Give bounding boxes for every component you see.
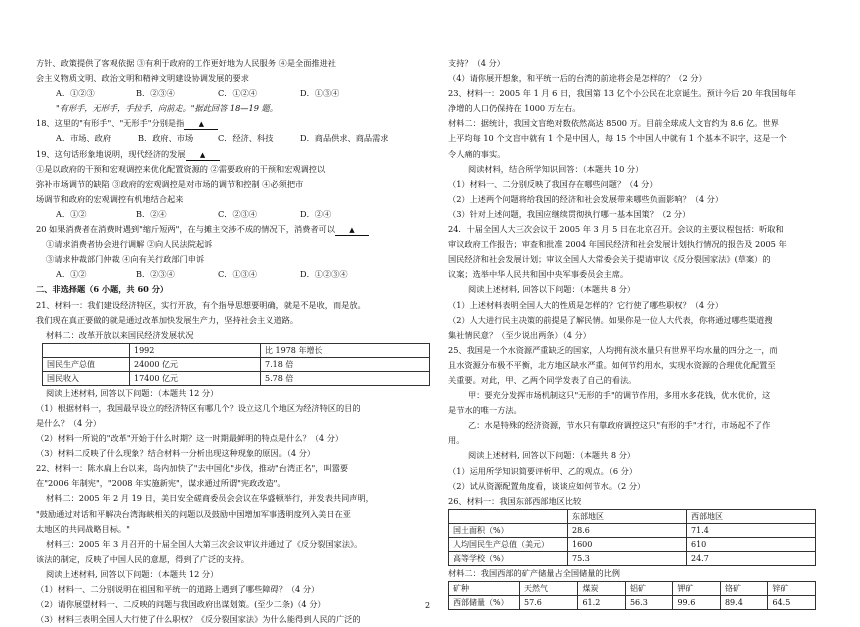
text-line: 材料二：2005 年 2 月 19 日，美日安全磋商委员会会议在华盛顿举行，并发表共同声明， xyxy=(46,493,374,504)
text-line: ③请求仲裁部门仲裁 ④向有关行政部门申诉 xyxy=(46,254,205,265)
economy-table xyxy=(42,343,430,386)
table-cell: 国土面积（%） xyxy=(449,523,568,537)
text-line: （2）材料一所说的"改革"开始于什么时期？这一时期最鲜明的特点是什么？（4 分） xyxy=(36,433,344,444)
text-line: 令人痛的事实。 xyxy=(448,148,506,159)
text-line: 甲：要充分发挥市场机制这只"无形的手"的调节作用，多用水多花钱，优水优价，这 xyxy=(468,390,771,401)
q20-text: 20 如果消费者在消费时遇到"缩斤短两"，在与摊主交涉不成的情况下，消费者可以 xyxy=(36,224,335,235)
text-line: 国民经济和社会发展计划；审议全国人大常委会关于提请审议《反分裂国家法》(草案）的 xyxy=(448,254,771,265)
table-cell: 24000 亿元 xyxy=(130,357,261,371)
table-cell: 1600 xyxy=(568,537,687,551)
table-cell: 铬矿 xyxy=(720,581,768,595)
option: B．②③④ xyxy=(136,269,175,280)
table-cell: 57.6 xyxy=(520,595,578,609)
table-cell: 锌矿 xyxy=(768,581,816,595)
text-line: 上平均每 10 个文盲中就有 1 个是中国人，每 15 个中国人中就有 1 个基本不识字，这是一个 xyxy=(448,133,787,144)
text-line: 在"2006 年制宪"，"2008 年实施新宪"，谋求通过所谓"宪政改造"。 xyxy=(36,478,286,489)
text-line: 材料二：改革开放以来国民经济发展状况 xyxy=(46,329,194,340)
text-line: （2）请你展望材料一、二反映的问题与我国政府出谋划策。(至少二条)（4 分） xyxy=(36,599,326,610)
text-line: 是节水的唯一方法。 xyxy=(448,405,522,416)
text-line: 议案；选举中华人民共和国中央军事委员会主席。 xyxy=(448,269,629,280)
page-number: 2 xyxy=(425,601,431,610)
q19-options xyxy=(36,207,434,222)
text-line: 21、材料一：我们建设经济特区，实行开放，有个指导思想要明确，就是不是收，而是放。 xyxy=(36,299,366,310)
q20-stem xyxy=(36,222,434,237)
table-cell: 国民收入 xyxy=(43,371,130,385)
option: A．①② xyxy=(56,208,87,219)
text-line: 太地区的共同战略目标。" xyxy=(36,523,130,534)
q19-stem xyxy=(36,147,434,162)
text-line: 23、材料一：2005 年 1 月 6 日，我国第 13 亿个小公民在北京诞生。预计今后 20 年我国每年 xyxy=(448,88,796,99)
table-cell: 56.3 xyxy=(625,595,673,609)
table-row xyxy=(449,537,816,551)
table-cell: 矿种 xyxy=(449,581,520,595)
table-cell: 钾矿 xyxy=(673,581,721,595)
text-line: （3）材料三表明全国人大行使了什么职权？《反分裂国家法》为什么能得到人民的广泛的 xyxy=(36,614,361,625)
table-row xyxy=(43,357,430,371)
table-cell xyxy=(449,509,568,523)
text-line: 方针、政策提供了客观依据 ③有利于政府的工作更好地为人民服务 ④是全面推进社 xyxy=(36,58,336,68)
text-line: 我们现在真正要做的就是通过改革加快发展生产力，坚持社会主义道路。 xyxy=(36,314,299,325)
text-line: 阅读上述材料, 回答以下问题：（本题共 12 分） xyxy=(46,387,219,398)
text-line: ①请求消费者协会进行调解 ②向人民法院起诉 xyxy=(46,239,213,250)
text-line: （2）试从资源配置角度看，谈谈应如何节水。（2 分） xyxy=(448,480,646,491)
q18-text: 18、这里的"有形手"、"无形手"分别是指 xyxy=(36,118,185,129)
table-row xyxy=(449,551,816,565)
text-line: 且水资源分布极不平衡，北方地区缺水严重。如何节约用水，实现水资源的合理优化配置至 xyxy=(448,359,776,370)
table-cell: 64.5 xyxy=(768,595,816,609)
table-cell xyxy=(43,343,130,357)
option: C．经济、科技 xyxy=(218,133,274,144)
table-row xyxy=(43,343,430,357)
text-line: （1）材料一、二分别说明在祖国和平统一的道路上遇到了哪些障碍？（4 分） xyxy=(36,584,320,594)
table-row xyxy=(449,595,816,609)
answer-blank: ▲ xyxy=(335,225,369,236)
text-line: （1）上述材料表明全国人大的性质是怎样的？它行使了哪些职权？（4 分） xyxy=(448,299,724,310)
table-cell: 17400 亿元 xyxy=(130,371,261,385)
right-column xyxy=(448,56,838,610)
q18-stem xyxy=(36,116,434,131)
text-line: （2）上述两个问题将给我国的经济和社会发展带来哪些负面影响？（4 分） xyxy=(448,193,724,204)
mineral-table xyxy=(448,581,816,610)
table-cell: 高等学校（%） xyxy=(449,551,568,565)
table-cell: 西部地区 xyxy=(687,509,816,523)
table-cell: 99.6 xyxy=(673,595,721,609)
table-row xyxy=(449,581,816,595)
left-column xyxy=(36,56,434,627)
table-cell: 7.18 倍 xyxy=(261,357,430,371)
option: D．①②③④ xyxy=(300,269,348,280)
table-row xyxy=(43,371,430,385)
text-line: 支持？（4 分） xyxy=(448,58,505,68)
text-line: 阅读上述材料, 回答以下问题：（本题共 8 分） xyxy=(468,450,636,461)
q18-options xyxy=(36,131,434,146)
table-cell: 75.3 xyxy=(568,551,687,565)
text-line: 该法的制定，反映了中国人民的意愿，得到了广泛的支持。 xyxy=(36,553,249,564)
text-line: （1）运用所学知识简要评析甲、乙的观点。（6 分） xyxy=(448,465,638,476)
text-line: （4）请你展开想象，和平统一后的台湾的前途将会是怎样的？（2 分） xyxy=(448,73,707,84)
table-row xyxy=(449,509,816,523)
table-cell: 国民生产总值 xyxy=(43,357,130,371)
option: A．①② xyxy=(56,269,87,280)
text-line: （1）材料一、二分别反映了我国存在哪些问题？（4 分） xyxy=(448,178,658,189)
text-line: 材料二：据统计，我国文盲绝对数依然高达 8500 万。目前全球成人文盲约为 8.6 亿。世界 xyxy=(448,118,779,129)
table-cell: 西部储量（%） xyxy=(449,595,520,609)
table-cell: 铝矿 xyxy=(625,581,673,595)
text-line: 是什么？（4 分） xyxy=(36,417,102,428)
option: D．①③④ xyxy=(300,88,340,99)
text-line: 25、我国是一个水资源严重缺乏的国家，人均拥有淡水量只有世界平均水量的四分之一，而 xyxy=(448,344,778,355)
text-line: "鼓励通过对话和平解决台湾海峡相关的问题以及鼓励中国增加军事透明度列入美日在亚 xyxy=(36,508,351,519)
quote-line: "有形手，无形手，手拉手，向前走。"据此回答 18—19 题。 xyxy=(56,103,278,114)
option: C．①③④ xyxy=(218,269,258,280)
text-line: （1）根据材料一，我国最早设立的经济特区有哪几个？设立这几个地区为经济特区的目的 xyxy=(36,402,361,413)
q17-options xyxy=(36,86,434,101)
table-cell: 天然气 xyxy=(520,581,578,595)
answer-blank: ▲ xyxy=(186,150,220,161)
table-cell: 东部地区 xyxy=(568,509,687,523)
text-line: 材料三：2005 年 3 月召开的十届全国人大第三次会议审议并通过了《反分裂国家法》。 xyxy=(46,538,363,549)
table-cell: 煤炭 xyxy=(578,581,626,595)
text-line: 材料二：我国西部的矿产储量占全国储量的比例 xyxy=(448,567,620,578)
text-line: 22、材料一：陈水扁上台以来，岛内加快了"去中国化"步伐，推动"台湾正名"，叫嚣要 xyxy=(36,463,349,474)
q20-options xyxy=(36,267,434,282)
text-line: 阅读材料，结合所学知识回答：（本题共 10 分） xyxy=(468,163,644,174)
table-cell: 比 1978 年增长 xyxy=(261,343,430,357)
answer-blank: ▲ xyxy=(184,119,218,130)
table-cell: 61.2 xyxy=(578,595,626,609)
section-heading: 二、非选择题（6 小题，共 60 分） xyxy=(36,284,169,295)
text-line: 乙：水是特殊的经济资源，节水只有靠政府调控这只"有形的手"才行，市场起不了作 xyxy=(468,420,771,431)
text-line: 场调节和政府的宏观调控有机地结合起来 xyxy=(36,193,184,204)
table-cell: 1992 xyxy=(130,343,261,357)
text-line: 阅读上述材料, 回答以下问题：（本题共 12 分） xyxy=(46,568,219,579)
text-line: 关重要。对此，甲、乙两个同学发表了自己的看法。 xyxy=(448,374,637,385)
east-west-table xyxy=(448,509,816,566)
text-line: ①是以政府的干预和宏观调控来优化配置资源的 ②需要政府的干预和宏观调控以 xyxy=(36,163,326,174)
text-line: 审议政府工作报告；审查和批准 2004 年国民经济和社会发展计划执行情况的报告及 2005 年 xyxy=(448,239,787,250)
text-line: 会主义物质文明、政治文明和精神文明建设协调发展的要求 xyxy=(36,73,249,84)
text-line: 24．十届全国人大三次会议于 2005 年 3 月 5 日在北京召开。会议的主要议程包括：听取和 xyxy=(448,224,784,235)
table-cell: 610 xyxy=(687,537,816,551)
table-row xyxy=(449,523,816,537)
table-cell: 24.7 xyxy=(687,551,816,565)
table-cell: 71.4 xyxy=(687,523,816,537)
table-cell: 28.6 xyxy=(568,523,687,537)
option: B．②③④ xyxy=(136,88,175,99)
text-line: （3）针对上述问题，我国应继续贯彻执行哪一基本国策？（2 分） xyxy=(448,208,691,219)
text-line: 用。 xyxy=(448,435,465,446)
option: C．①②④ xyxy=(218,88,258,99)
q19-text: 19、这句话形象地说明，现代经济的发展 xyxy=(36,148,186,159)
text-line: 集社情民意？（至少说出两条）（4 分） xyxy=(448,329,591,340)
option: B．政府、市场 xyxy=(138,133,194,144)
table-cell: 5.78 倍 xyxy=(261,371,430,385)
option: A．①②③ xyxy=(56,88,95,99)
option: B．②④ xyxy=(136,208,167,219)
text-line: 26、材料一：我国东部西部地区比较 xyxy=(448,495,582,506)
table-cell: 人均国民生产总值（美元） xyxy=(449,537,568,551)
option: C．②③④ xyxy=(218,208,258,219)
text-line: 净增的人口仍保持在 1000 万左右。 xyxy=(448,103,581,114)
option: D．商品供求、商品需求 xyxy=(300,133,389,144)
option: D．②④ xyxy=(300,208,332,219)
text-line: （3）材料二反映了什么现象？结合材料一分析出现这种现象的原因。（4 分） xyxy=(36,448,316,459)
table-cell: 89.4 xyxy=(720,595,768,609)
text-line: 弥补市场调节的缺陷 ③政府的宏观调控是对市场的调节和控制 ④必须把市 xyxy=(36,178,304,189)
text-line: 阅读上述材料, 回答以下问题：（本题共 8 分） xyxy=(468,284,636,295)
text-line: （2）人大进行民主决策的前提是了解民情。如果你是一位人大代表，你将通过哪些渠道搜 xyxy=(448,314,773,325)
option: A．市场、政府 xyxy=(56,133,112,144)
